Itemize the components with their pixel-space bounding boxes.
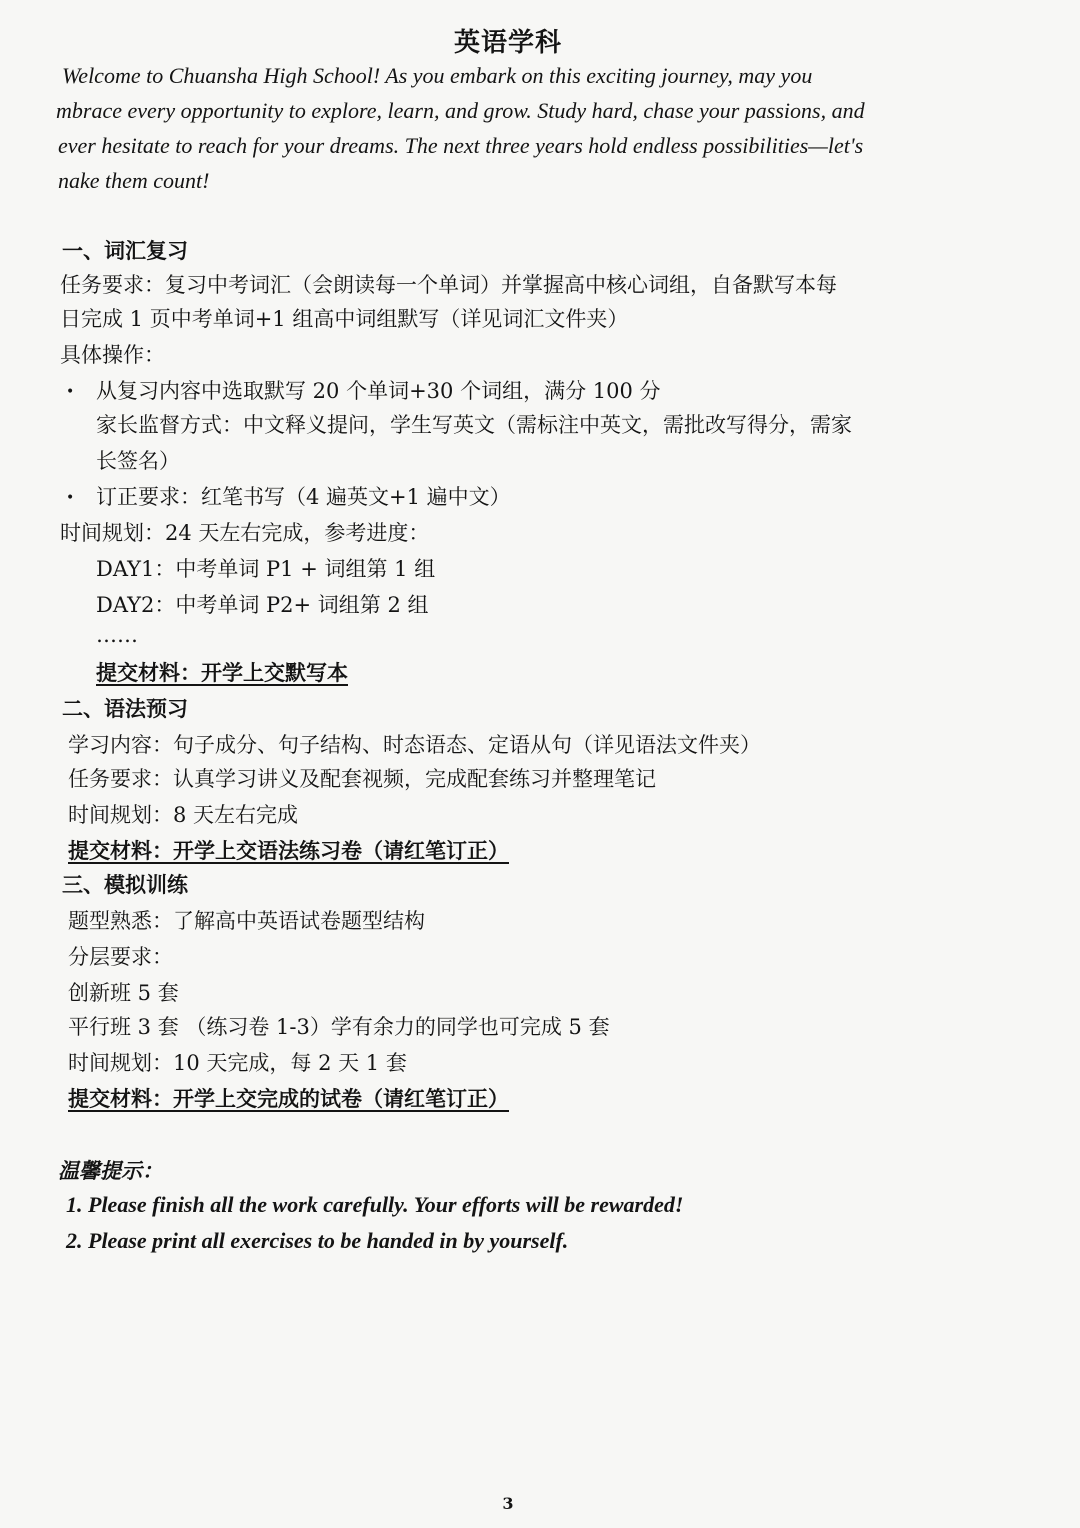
section1-ops-label: 具体操作： <box>60 343 165 367</box>
section2-time: 时间规划：8 天左右完成 <box>68 803 299 827</box>
section1-day1: DAY1：中考单词 P1 + 词组第 1 组 <box>96 557 436 581</box>
section1-bullet: 家长监督方式：中文释义提问，学生写英文（需标注中英文，需批改写得分，需家 <box>96 413 852 437</box>
bullet-dot: • <box>66 384 75 400</box>
intro-line: ever hesitate to reach for your dreams. The next three years hold endless possibilities—let's <box>58 133 864 158</box>
intro-paragraph <box>56 58 982 198</box>
intro-line: nake them count! <box>58 168 210 193</box>
page-number: 3 <box>502 1494 514 1513</box>
tips-heading: 温馨提示： <box>58 1158 163 1183</box>
section1-submit: 提交材料：开学上交默写本 <box>96 660 348 685</box>
section1-day2: DAY2：中考单词 P2+ 词组第 2 组 <box>96 593 429 617</box>
tips-line <box>66 1190 683 1220</box>
section1-heading: 一、词汇复习 <box>62 238 188 263</box>
tips-line2: Please print all exercises to be handed in by yourself. <box>88 1228 569 1253</box>
tips-line1: Please finish all the work carefully. Your efforts will be rewarded! <box>88 1192 684 1217</box>
intro-line: Welcome to Chuansha High School! As you embark on this exciting journey, may you <box>62 63 813 88</box>
section3-parallel: 平行班 3 套 （练习卷 1-3）学有余力的同学也可完成 5 套 <box>68 1015 610 1039</box>
section2-submit: 提交材料：开学上交语法练习卷（请红笔订正） <box>68 838 509 863</box>
tips-number: 1. <box>66 1192 88 1217</box>
section2-content: 学习内容：句子成分、句子结构、时态语态、定语从句（详见语法文件夹） <box>68 733 761 757</box>
section3-heading: 三、模拟训练 <box>62 872 188 897</box>
page-title: 英语学科 <box>453 28 562 58</box>
section1-task-line2: 日完成 1 页中考单词+1 组高中词组默写（详见词汇文件夹） <box>60 307 629 331</box>
intro-line: mbrace every opportunity to explore, learn, and grow. Study hard, chase your passions, and <box>56 98 865 123</box>
section3-familiar: 题型熟悉：了解高中英语试卷题型结构 <box>68 909 425 933</box>
section1-time-plan: 时间规划：24 天左右完成，参考进度： <box>60 521 430 545</box>
tips-line <box>66 1226 568 1256</box>
section1-ellipsis: …… <box>96 623 138 647</box>
tips-number: 2. <box>66 1228 88 1253</box>
section1-bullet: 从复习内容中选取默写 20 个单词+30 个词组，满分 100 分 <box>96 379 661 403</box>
section1-task-line1: 任务要求：复习中考词汇（会朗读每一个单词）并掌握高中核心词组，自备默写本每 <box>60 273 837 297</box>
section3-time: 时间规划：10 天完成，每 2 天 1 套 <box>68 1051 407 1075</box>
section3-submit: 提交材料：开学上交完成的试卷（请红笔订正） <box>68 1086 509 1111</box>
section1-bullet: 订正要求：红笔书写（4 遍英文+1 遍中文） <box>96 485 511 509</box>
section3-layered: 分层要求： <box>68 945 173 969</box>
section2-task: 任务要求：认真学习讲义及配套视频，完成配套练习并整理笔记 <box>68 767 656 791</box>
section3-innovative: 创新班 5 套 <box>68 981 179 1005</box>
section2-heading: 二、语法预习 <box>62 696 188 721</box>
bullet-dot: • <box>66 490 75 506</box>
section1-bullet-continued: 长签名） <box>96 449 180 473</box>
